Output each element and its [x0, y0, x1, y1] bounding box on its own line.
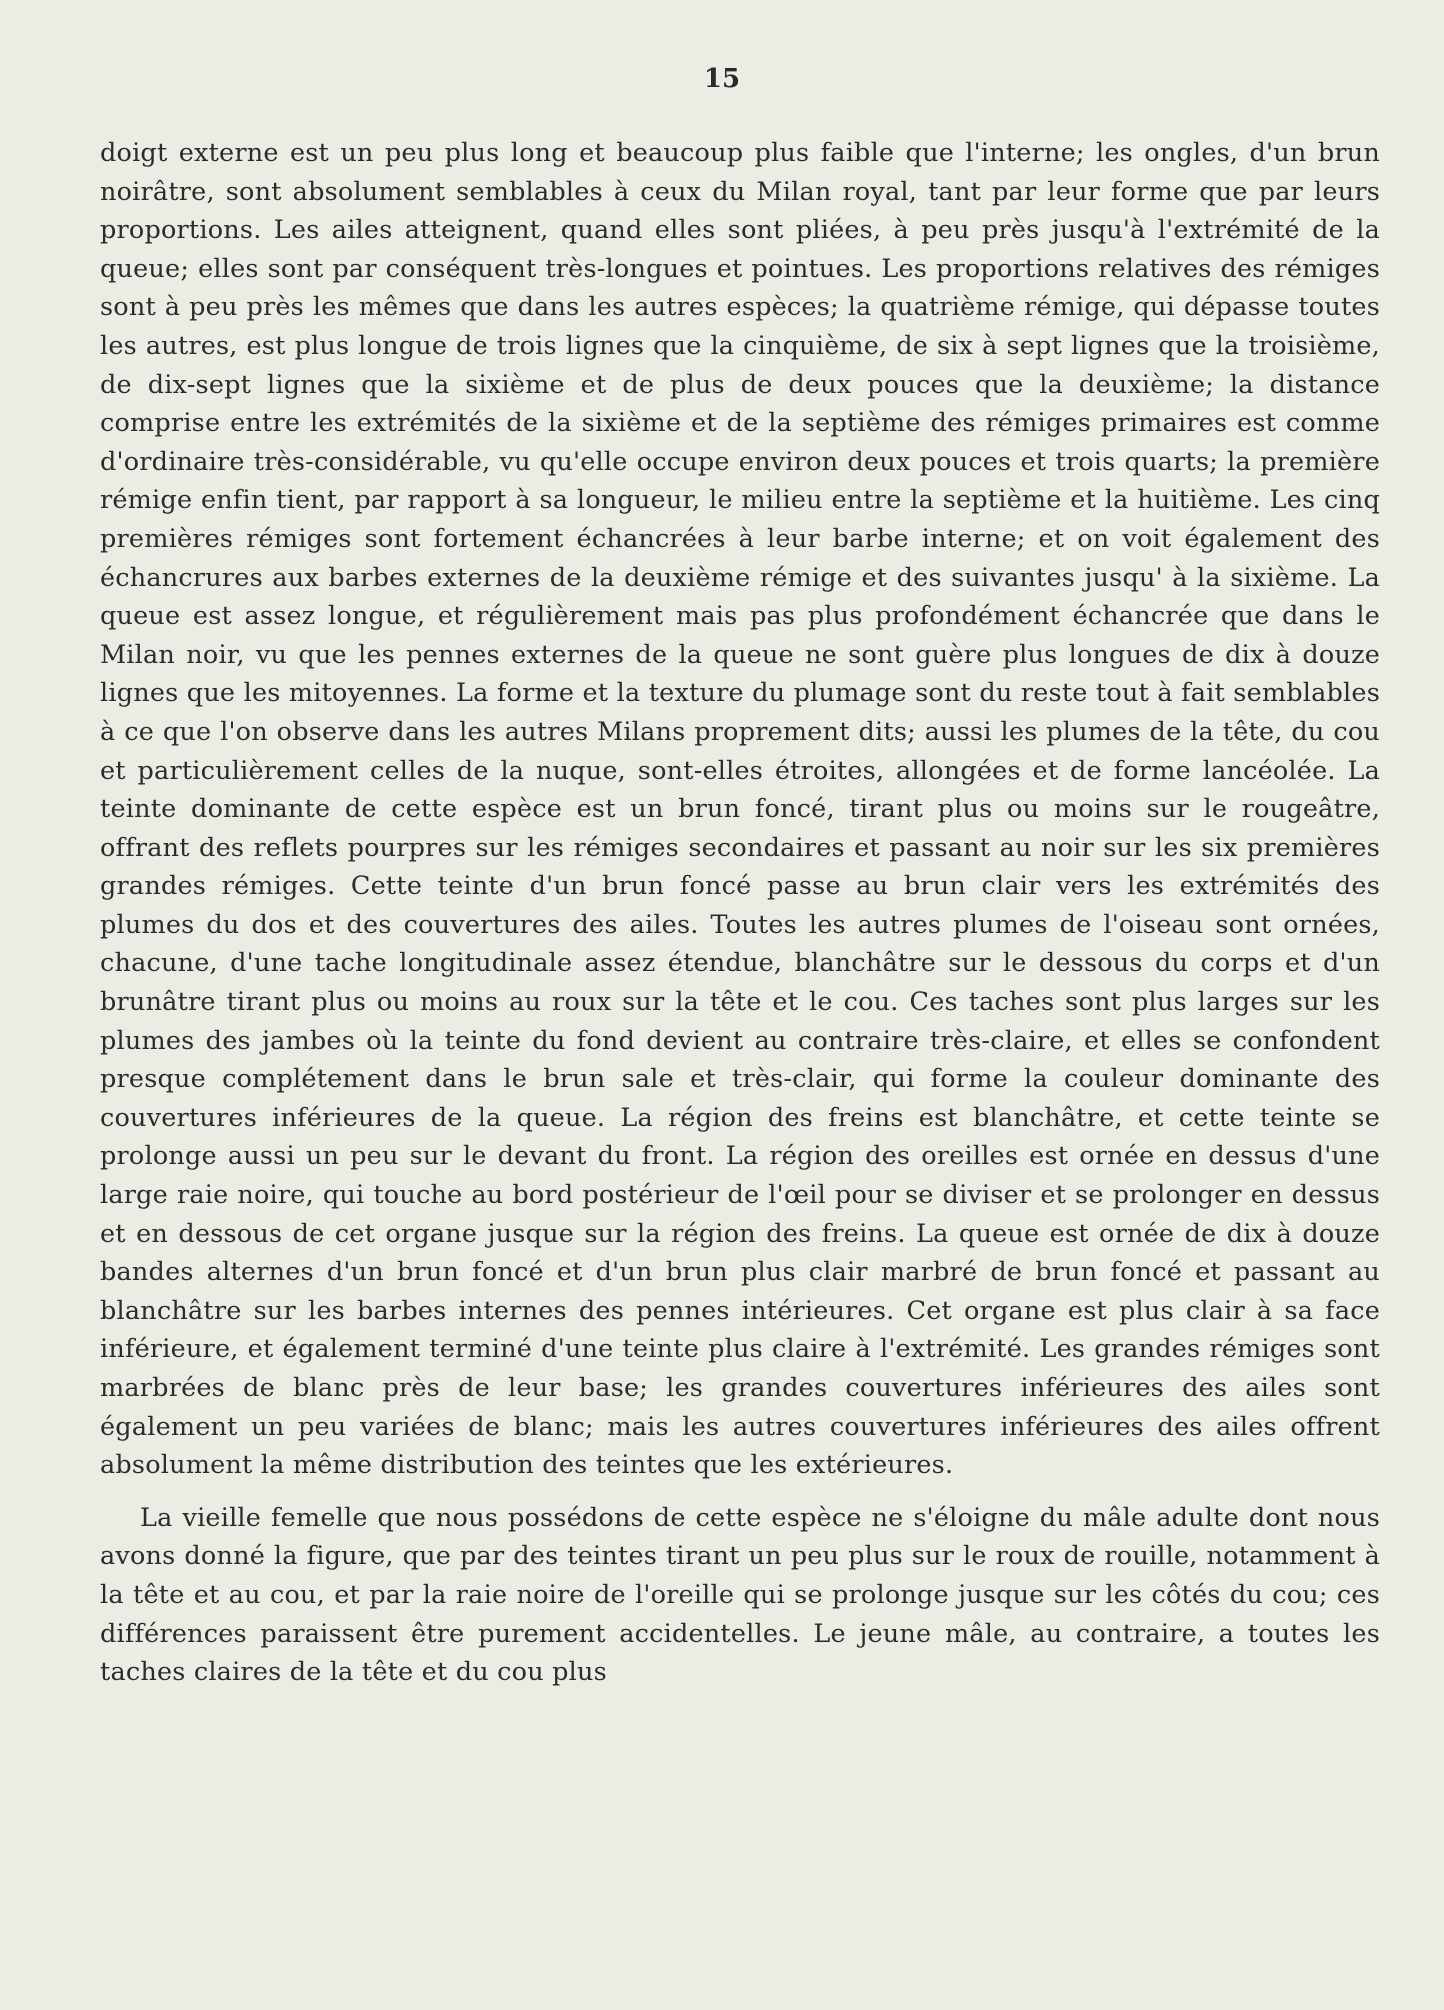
paragraph-1: doigt externe est un peu plus long et beaucoup plus faible que l'interne; les ongles, d'un brun noirâtre, sont absolument semblables à ceux du Milan royal, tant par leur forme que par leurs proportions. Les ailes atteignent, quand elles sont pliées, à peu près jusqu'à l'extrémité de la queue; elles sont par conséquent très-longues et pointues. Les proportions relatives des rémiges sont à peu près les mêmes que dans les autres espèces; la quatrième rémige, qui dépasse toutes les autres, est plus longue de trois lignes que la cinquième, de six à sept lignes que la troisième, de dix-sept lignes que la sixième et de plus de deux pouces que la deuxième; la distance comprise entre les extrémités de la sixième et de la septième des rémiges primaires est comme d'ordinaire très-considérable, vu qu'elle occupe environ deux pouces et trois quarts; la première rémige enfin tient, par rapport à sa longueur, le milieu entre la septième et la huitième. Les cinq premières rémiges sont fortement échancrées à leur barbe interne; et on voit également des échancrures aux barbes externes de la deuxième rémige et des suivantes jusqu' à la sixième. La queue est assez longue, et régulièrement mais pas plus profondément échancrée que dans le Milan noir, vu que les pennes externes de la queue ne sont guère plus longues de dix à douze lignes que les mitoyennes. La forme et la texture du plumage sont du reste tout à fait semblables à ce que l'on observe dans les autres Milans proprement dits; aussi les plumes de la tête, du cou et particulièrement celles de la nuque, sont-elles étroites, allongées et de forme lancéolée. La teinte dominante de cette espèce est un brun foncé, tirant plus ou moins sur le rougeâtre, offrant des reflets pourpres sur les rémiges secondaires et passant au noir sur les six premières grandes rémiges. Cette teinte d'un brun foncé passe au brun clair vers les extrémités des plumes du dos et des couvertures des ailes. Toutes les autres plumes de l'oiseau sont ornées, chacune, d'une tache longitudinale assez étendue, blanchâtre sur le dessous du corps et d'un brunâtre tirant plus ou moins au roux sur la tête et le cou. Ces taches sont plus larges sur les plumes des jambes où la teinte du fond devient au contraire très-claire, et elles se confondent presque complétement dans le brun sale et très-clair, qui forme la couleur dominante des couvertures inférieures de la queue. La région des freins est blanchâtre, et cette teinte se prolonge aussi un peu sur le devant du front. La région des oreilles est ornée en dessus d'une large raie noire, qui touche au bord postérieur de l'œil pour se diviser et se prolonger en dessus et en dessous de cet organe jusque sur la région des freins. La queue est ornée de dix à douze bandes alternes d'un brun foncé et d'un brun plus clair marbré de brun foncé et passant au blanchâtre sur les barbes internes des pennes intérieures. Cet organe est plus clair à sa face inférieure, et également terminé d'une teinte plus claire à l'extrémité. Les grandes rémiges sont marbrées de blanc près de leur base; les grandes couvertures inférieures des ailes sont également un peu variées de blanc; mais les autres couvertures inférieures des ailes offrent absolument la même distribution des teintes que les extérieures.	[100, 138, 1380, 1481]
paragraph-2: La vieille femelle que nous possédons de cette espèce ne s'éloigne du mâle adulte dont nous avons donné la figure, que par des teintes tirant un peu plus sur le roux de rouille, notamment à la tête et au cou, et par la raie noire de l'oreille qui se prolonge jusque sur les côtés du cou; ces différences paraissent être purement accidentelles. Le jeune mâle, au contraire, a toutes les taches claires de la tête et du cou plus	[100, 1502, 1380, 1688]
body-text	[100, 134, 1380, 1692]
page-number: 15	[703, 64, 741, 94]
